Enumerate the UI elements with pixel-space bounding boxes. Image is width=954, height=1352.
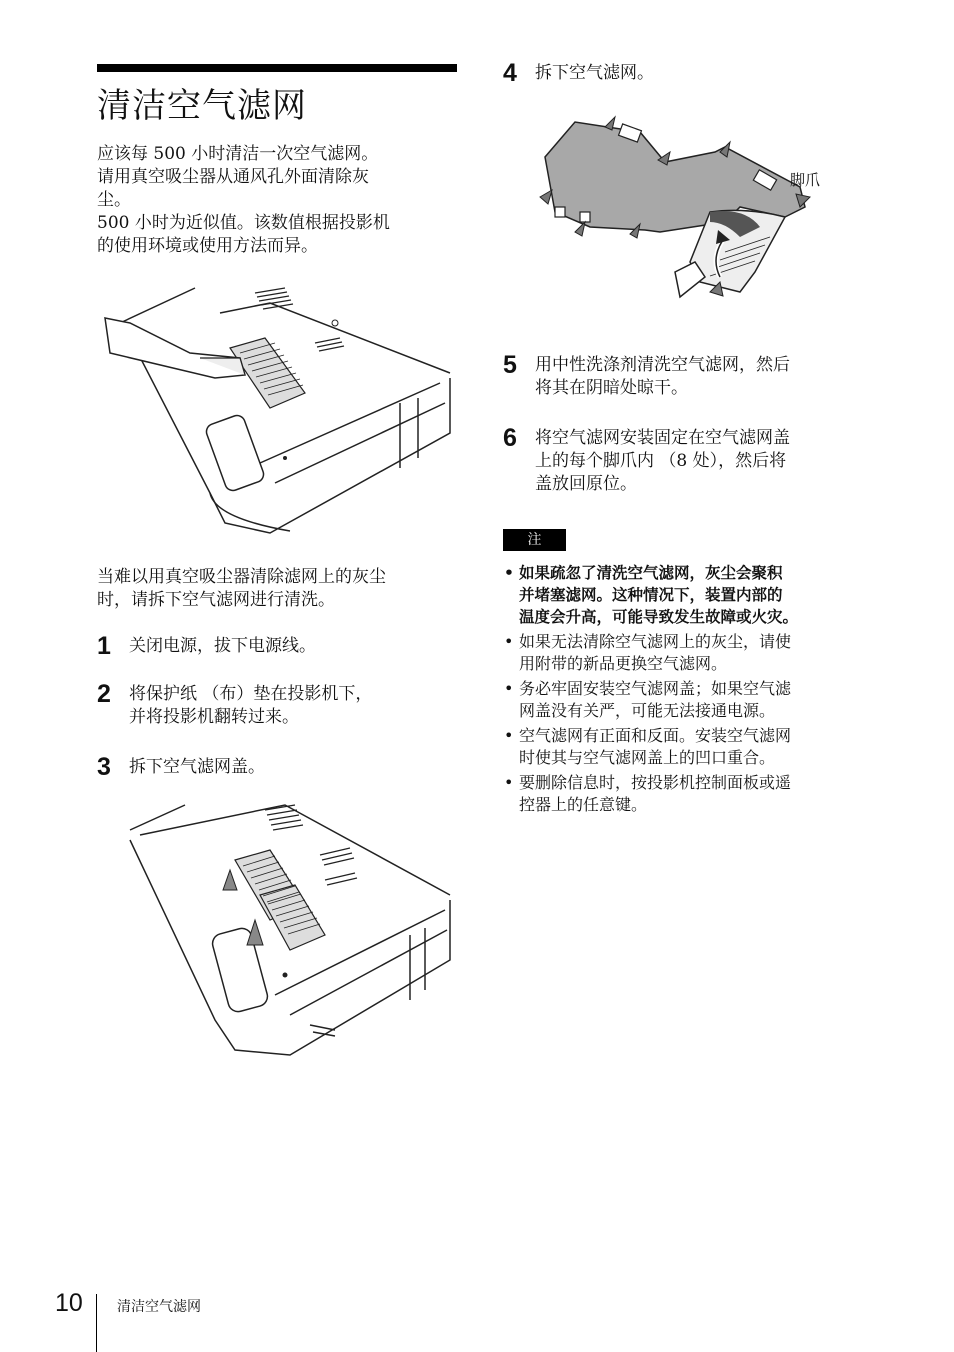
step-number: 6 <box>503 424 517 452</box>
filter-claws-illustration <box>530 112 850 312</box>
step-text: 用中性洗涤剂清洗空气滤网，然后 <box>535 355 790 375</box>
step-text: 将空气滤网安装固定在空气滤网盖 <box>535 428 790 448</box>
wash-intro-line: 当难以用真空吸尘器清除滤网上的灰尘 <box>97 567 386 587</box>
vacuum-cleaning-illustration <box>100 283 460 539</box>
step-text: 拆下空气滤网盖。 <box>129 757 265 777</box>
note-item: • 务必牢固安装空气滤网盖；如果空气滤 网盖没有关严，可能无法接通电源。 <box>504 679 792 720</box>
footer-section-title: 清洁空气滤网 <box>117 1299 201 1315</box>
footer-divider <box>96 1294 97 1352</box>
intro-line: 500 小时为近似值。该数值根据投影机 <box>97 213 390 233</box>
step-number: 5 <box>503 351 517 379</box>
note-item: • 空气滤网有正面和反面。安装空气滤网 时使其与空气滤网盖上的凹口重合。 <box>504 726 792 767</box>
step-text: 上的每个脚爪内 （8 处），然后将 <box>535 451 787 471</box>
step-number: 4 <box>503 59 517 87</box>
intro-paragraph <box>97 143 457 258</box>
intro-line: 应该每 500 小时清洁一次空气滤网。 <box>97 144 379 164</box>
intro-line: 请用真空吸尘器从通风孔外面清除灰 <box>97 167 369 187</box>
claw-label: 脚爪 <box>790 171 821 189</box>
step-text: 关闭电源，拔下电源线。 <box>129 636 316 656</box>
page-title: 清洁空气滤网 <box>97 86 307 126</box>
notes-list <box>503 562 863 819</box>
title-rule <box>97 64 457 72</box>
note-item: • 如果无法清除空气滤网上的灰尘，请使 用附带的新品更换空气滤网。 <box>504 632 792 673</box>
step-text: 将其在阴暗处晾干。 <box>535 378 688 398</box>
intro-line: 尘。 <box>97 190 131 210</box>
note-item: • 要删除信息时，按投影机控制面板或遥 控器上的任意键。 <box>504 773 792 814</box>
remove-cover-illustration <box>125 800 455 1060</box>
intro-line: 的使用环境或使用方法而异。 <box>97 236 318 256</box>
step-number: 1 <box>97 632 111 660</box>
step-number: 3 <box>97 753 111 781</box>
step-text: 并将投影机翻转过来。 <box>129 707 299 727</box>
step-text: 将保护纸 （布）垫在投影机下， <box>129 684 373 704</box>
step-text: 拆下空气滤网。 <box>535 63 654 83</box>
wash-intro <box>97 566 457 612</box>
step-text: 盖放回原位。 <box>535 474 637 494</box>
note-badge: 注 <box>503 529 566 551</box>
note-item: • 如果疏忽了清洗空气滤网，灰尘会聚积 并堵塞滤网。这种情况下，装置内部的 温度会升高，可能导致发生故障或火灾。 <box>504 564 799 626</box>
step-number: 2 <box>97 680 111 708</box>
wash-intro-line: 时，请拆下空气滤网进行清洗。 <box>97 590 335 610</box>
page-number: 10 <box>55 1289 83 1317</box>
